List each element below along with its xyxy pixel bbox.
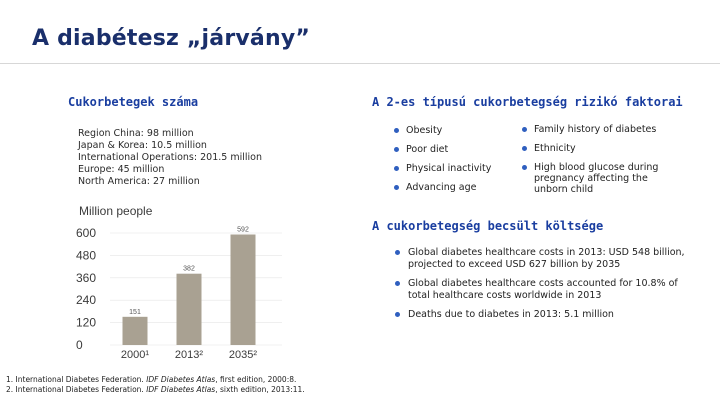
chart-bar <box>231 234 256 345</box>
risk-factor-item: Physical inactivity <box>392 163 512 174</box>
cost-item: Deaths due to diabetes in 2013: 5.1 million <box>392 309 692 321</box>
chart-bar <box>123 317 148 345</box>
risk-factors-col-1 <box>392 125 512 199</box>
chart-data-label: 151 <box>129 308 141 316</box>
cost-item: Global diabetes healthcare costs in 2013: USD 548 billion, projected to exceed USD 627 billion by 2035 <box>392 247 692 270</box>
cost-list <box>392 247 692 329</box>
cost-item: Global diabetes healthcare costs accounted for 10.8% of total healthcare costs worldwide in 2013 <box>392 278 692 301</box>
chart-data-label: 382 <box>183 265 195 273</box>
risk-factor-item: High blood glucose during pregnancy affecting the unborn child <box>520 162 680 195</box>
risk-factor-item: Ethnicity <box>520 143 680 154</box>
chart-y-tick-label: 0 <box>76 338 83 352</box>
chart-y-tick-label: 600 <box>76 226 97 240</box>
risk-factors-heading: A 2-es típusú cukorbetegség rizikó faktorai <box>372 95 683 109</box>
chart-y-axis-label: Million people <box>79 204 153 218</box>
chart-bars <box>123 234 256 345</box>
chart-x-tick-label: 2000¹ <box>120 349 150 361</box>
region-list <box>78 128 262 188</box>
title-divider <box>0 63 720 64</box>
chart-y-ticks <box>76 226 96 352</box>
chart-x-tick-label: 2035² <box>228 349 258 361</box>
footnote-1: 1. International Diabetes Federation. IDF Diabetes Atlas, first edition, 2000:8. <box>6 375 297 384</box>
risk-factor-item: Advancing age <box>392 182 512 193</box>
left-section-heading: Cukorbetegek száma <box>68 95 199 109</box>
risk-factor-item: Obesity <box>392 125 512 136</box>
risk-factors-col-2 <box>520 124 680 201</box>
region-item: Europe: 45 million <box>78 164 165 175</box>
chart-x-tick-label: 2013² <box>174 349 204 361</box>
risk-factor-item: Poor diet <box>392 144 512 155</box>
region-item: North America: 27 million <box>78 176 200 187</box>
chart-y-tick-label: 480 <box>76 248 97 263</box>
page-title: A diabétesz „járvány” <box>32 26 311 51</box>
risk-factor-item: Family history of diabetes <box>520 124 680 135</box>
region-item: Region China: 98 million <box>78 128 194 139</box>
footnotes <box>6 375 305 395</box>
region-item: International Operations: 201.5 million <box>78 152 262 163</box>
chart-x-ticks <box>121 349 257 361</box>
chart-data-label: 592 <box>237 226 249 234</box>
footnote-2: 2. International Diabetes Federation. IDF Diabetes Atlas, sixth edition, 2013:11. <box>6 385 305 394</box>
chart-y-tick-label: 120 <box>76 315 97 330</box>
chart-y-tick-label: 240 <box>76 293 97 308</box>
chart-y-tick-label: 360 <box>76 270 97 285</box>
region-item: Japan & Korea: 10.5 million <box>78 140 207 151</box>
chart-bar <box>177 274 202 345</box>
cost-heading: A cukorbetegség becsült költsége <box>372 219 604 233</box>
bar-chart <box>70 200 290 365</box>
